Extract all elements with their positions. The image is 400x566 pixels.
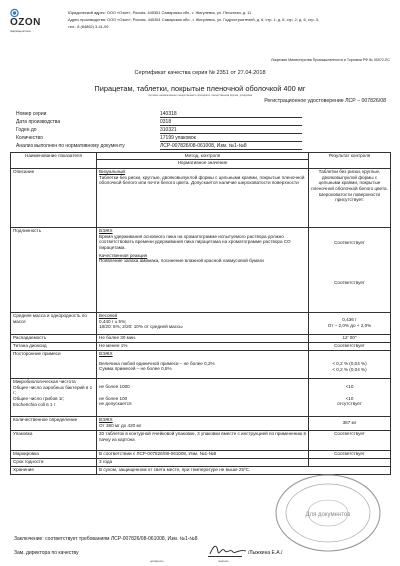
- row-norm-2: 18/20: 5%; 2/20: 10% от средней массы: [99, 324, 183, 330]
- row-norm-3: не допускается: [99, 401, 132, 407]
- info-value: 310321: [160, 127, 177, 133]
- row-method: Визуальный: [99, 169, 125, 175]
- row-norm: 3 года: [97, 458, 309, 466]
- table-row: [11, 450, 391, 458]
- row-norm: не более 1000: [99, 384, 130, 390]
- row-name: Хранение: [11, 466, 97, 474]
- row-name: Количественное определение: [11, 416, 97, 430]
- info-value: ЛСР-007826/08-061008, Изм. №1-№8: [160, 143, 247, 149]
- row-result-2: Соответствует: [334, 279, 365, 285]
- license: Лицензия Министерства Промышленности и Торговли РФ № 00072-ЛС: [271, 58, 390, 62]
- table-header-row: [11, 153, 391, 169]
- row-sub-2: Общее число грибов 1г;: [13, 395, 65, 401]
- row-result: Соответствует: [309, 430, 391, 450]
- row-name: Описание: [11, 168, 97, 227]
- row-norm-2: Появление запаха аммиака, посинение влажной красной лакмусовой бумаги: [99, 258, 264, 264]
- info-row: [12, 110, 302, 118]
- row-name: Микробиологическая чистота: [13, 379, 76, 385]
- phone: тел.: 8 (84862) 3-41-09: [68, 24, 109, 29]
- row-norm: В соответствии с ЛСР-007826/08-061008, Изм. №1-№8: [97, 450, 309, 458]
- production-address: Адрес производства: ООО «Озон», Россия, 445351 Самарская обл., г. Жигулевск, ул. Гидростроителей, д. 6, стр. 1; д. 6, стр. 2; д. 6, стр. 3,: [68, 17, 320, 22]
- header-method: Метод, контроля: [97, 153, 308, 160]
- row-norm: Не менее 1%: [97, 342, 309, 350]
- stamp-icon: [272, 470, 384, 556]
- row-result: <10: [345, 384, 354, 390]
- row-norm-2: Сумма примесей – не более 0,5%: [99, 366, 172, 372]
- row-norm-2: не более 100: [99, 395, 128, 401]
- signer-name: /Лыжкина Е.А./: [248, 550, 283, 556]
- table-row: [11, 416, 391, 430]
- row-norm: Время удерживания основного пика на хроматограмме испытуемого раствора должно соответствовать времени удерживания пика пирацетама на хроматограмме раствора СО пирацетама.: [99, 233, 291, 250]
- row-result: 0,436 г: [342, 317, 357, 323]
- table-row: [11, 168, 391, 227]
- info-label: Анализ выполнен по нормативному документу: [16, 143, 125, 149]
- logo-text: OZON: [10, 17, 41, 28]
- table-row: [11, 378, 391, 416]
- row-norm: Величина любой единичной примеси – не более 0,2%: [99, 360, 215, 366]
- row-name: Подлинность: [11, 227, 97, 312]
- info-label: Дата производства: [16, 119, 61, 125]
- conclusion: Заключение: соответствует требованиям ЛСР-007826/08-061008, Изм. №1-№8: [14, 536, 198, 542]
- info-value: 140318: [160, 111, 177, 117]
- product-name: Пирацетам, таблетки, покрытые пленочной оболочкой 400 мг: [94, 84, 306, 93]
- row-norm: 0,440 г ± 5%;: [99, 318, 127, 324]
- header-norm: Нормативное значение: [177, 159, 228, 165]
- row-name: Титана диоксид: [11, 342, 97, 350]
- row-result-2: <10: [345, 395, 354, 401]
- row-name: Упаковка: [11, 430, 97, 450]
- info-row: [12, 142, 302, 150]
- table-row: [11, 458, 391, 466]
- row-result-2: < 0,2 % (0,04 %): [332, 366, 367, 372]
- row-name: Распадаемость: [11, 334, 97, 342]
- row-name: Маркировка: [11, 450, 97, 458]
- row-norm: В сухом, защищенном от света месте, при температуре не выше 25ºС.: [97, 466, 391, 474]
- row-method: Весовой: [99, 313, 118, 319]
- company-logo: [10, 8, 50, 34]
- table-row: [11, 334, 391, 342]
- row-name: Посторонние примеси: [11, 350, 97, 378]
- signer-label: Зам. директора по качеству: [14, 550, 79, 556]
- table-row: [11, 430, 391, 450]
- info-row: [12, 118, 302, 126]
- row-method-2: Качественная реакция: [99, 252, 148, 258]
- product-note: торговое наименование лекарственного препарата, лекарственная форма, дозировка: [147, 94, 253, 97]
- info-value: 17199 упаковок: [160, 135, 196, 141]
- table-row: [11, 227, 391, 312]
- row-result: Соответствует: [309, 450, 391, 458]
- row-result: 12' 00": [309, 334, 391, 342]
- certificate-number: Сертификат качества серия № 2351 от 27.04.2018: [134, 70, 266, 76]
- row-sub-3: Escherichia coli в 1 г: [13, 401, 56, 407]
- row-result: < 0,2 % (0,04 %): [332, 361, 367, 367]
- signature-line: [208, 556, 242, 557]
- row-norm: Не более 30 мин.: [97, 334, 309, 342]
- legal-address: Юридический адрес: ООО «Озон», Россия, 445351 Самарская обл., г. Жигулевск, ул. Песочная, д. 11: [68, 10, 252, 15]
- row-norm: От 380 мг до 420 мг: [99, 422, 142, 428]
- signature-caption: подпись: [218, 559, 229, 563]
- info-row: [12, 126, 302, 134]
- logo-subtitle: фармацевтика: [10, 29, 31, 33]
- table-row: [11, 350, 391, 378]
- header-result: Результат контроля: [309, 153, 391, 169]
- info-label: Количество: [16, 135, 43, 141]
- row-norm: 20 таблеток в контурной ячейковой упаковке, 3 упаковки вместе с инструкцией по применению в пачку из картона: [97, 430, 309, 450]
- row-method: ВЭЖХ: [99, 228, 113, 234]
- table-row: [11, 312, 391, 334]
- info-label: Годен до: [16, 127, 37, 133]
- row-method: ВЭЖХ: [99, 417, 113, 423]
- row-result: Таблетки без риски, круглые, двояковыпуклой формы с цельными краями, покрытые пленочной оболочкой белого цвета. Шероховатости поверхности присутствует.: [309, 168, 391, 227]
- row-result: Соответствует: [334, 240, 365, 246]
- header-name: Наименование показателя: [11, 153, 97, 169]
- row-norm: Таблетки без риски, круглые, двояковыпуклой формы с цельными краями, покрытые пленочной оболочкой белого или почти белого цвета. Допускается наличие шероховатости поверхности: [99, 174, 305, 186]
- row-result-2: От – 2,0% до + 2,0%: [327, 322, 372, 328]
- row-result: Соответствует: [309, 342, 391, 350]
- table-row: [11, 342, 391, 350]
- row-method: ВЭЖХ: [99, 351, 113, 357]
- row-result-3: отсутствует: [337, 401, 362, 407]
- stamp-text: Для документов: [305, 512, 351, 518]
- info-row: [12, 134, 302, 142]
- position-caption: должность: [150, 559, 164, 563]
- row-name: Средняя масса и однородность по массе: [11, 312, 97, 334]
- row-name: Срок годности: [11, 458, 97, 466]
- row-result: 387 мг: [309, 416, 391, 430]
- row-sub-1: Общее число аэробных бактерий в 1 г;: [13, 384, 93, 396]
- info-label: Номер серии: [16, 111, 47, 117]
- info-value: 0318: [160, 119, 172, 125]
- registration-number: Регистрационное удостоверение ЛСР – 007826/08: [264, 98, 386, 104]
- specification-table: [10, 152, 391, 475]
